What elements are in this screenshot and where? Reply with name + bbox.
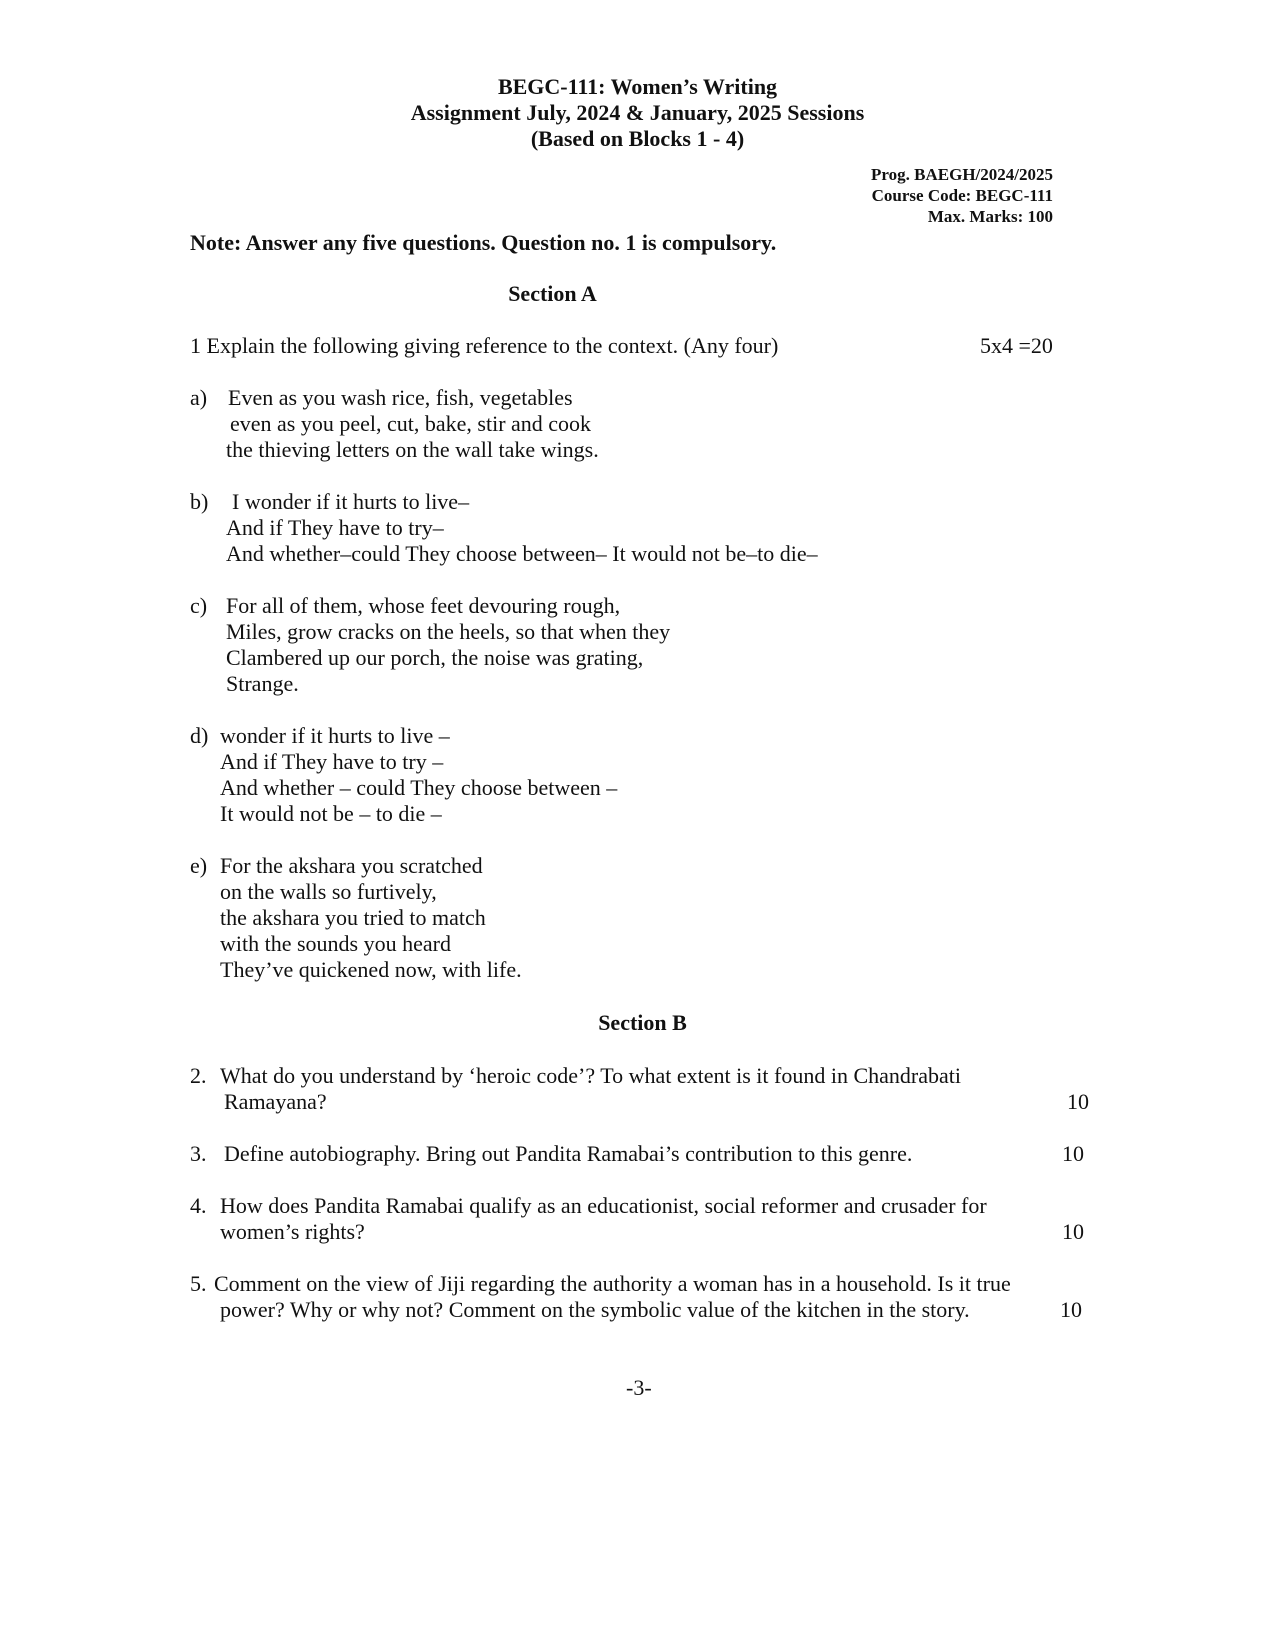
- poem-line: Even as you wash rice, fish, vegetables: [228, 385, 573, 410]
- programme-code: Prog. BAEGH/2024/2025: [871, 165, 1053, 184]
- poem-line: the thieving letters on the wall take wings.: [226, 437, 599, 462]
- question-5-text-cont: power? Why or why not? Comment on the symbolic value of the kitchen in the story.: [220, 1297, 970, 1322]
- question-1-text: 1 Explain the following giving reference to the context. (Any four): [190, 333, 779, 358]
- question-5-text: Comment on the view of Jiji regarding the authority a woman has in a household. Is it true: [214, 1271, 1011, 1296]
- poem-line: And whether–could They choose between– It would not be–to die–: [226, 541, 818, 566]
- section-a-title: Section A: [508, 281, 597, 306]
- question-4-text: How does Pandita Ramabai qualify as an educationist, social reformer and crusader for: [220, 1193, 987, 1218]
- page-number: -3-: [626, 1375, 652, 1400]
- poem-line: They’ve quickened now, with life.: [220, 957, 522, 982]
- question-5-number: 5.: [190, 1271, 207, 1296]
- question-1-marks: 5x4 =20: [980, 333, 1053, 358]
- poem-line: with the sounds you heard: [220, 931, 451, 956]
- instructions-note: Note: Answer any five questions. Question no. 1 is compulsory.: [190, 230, 777, 255]
- poem-line: even as you peel, cut, bake, stir and cook: [230, 411, 592, 436]
- question-3-text: Define autobiography. Bring out Pandita Ramabai’s contribution to this genre.: [224, 1141, 913, 1166]
- poem-line: Miles, grow cracks on the heels, so that when they: [226, 619, 671, 644]
- question-4-number: 4.: [190, 1193, 207, 1218]
- subquestion-label: d): [190, 723, 209, 748]
- poem-line: the akshara you tried to match: [220, 905, 486, 930]
- question-2-number: 2.: [190, 1063, 207, 1088]
- subquestion-label: e): [190, 853, 208, 878]
- poem-line: Strange.: [226, 671, 299, 696]
- poem-line: And whether – could They choose between –: [220, 775, 618, 800]
- question-3-number: 3.: [190, 1141, 207, 1166]
- poem-line: wonder if it hurts to live –: [220, 723, 450, 748]
- poem-line: For the akshara you scratched: [220, 853, 483, 878]
- subquestion-label: c): [190, 593, 208, 618]
- poem-line: on the walls so furtively,: [220, 879, 437, 904]
- poem-line: It would not be – to die –: [220, 801, 442, 826]
- subquestion-label: a): [190, 385, 208, 410]
- question-2-text: What do you understand by ‘heroic code’? To what extent is it found in Chandrabati: [220, 1063, 961, 1088]
- poem-line: And if They have to try –: [220, 749, 444, 774]
- max-marks: Max. Marks: 100: [927, 207, 1053, 226]
- assignment-title: BEGC-111: Women’s Writing: [497, 74, 778, 99]
- question-4-text-cont: women’s rights?: [220, 1219, 365, 1244]
- poem-line: For all of them, whose feet devouring rough,: [226, 593, 621, 618]
- poem-line: And if They have to try–: [226, 515, 444, 540]
- poem-line: I wonder if it hurts to live–: [232, 489, 470, 514]
- question-2-marks: 10: [1067, 1089, 1089, 1114]
- course-code: Course Code: BEGC-111: [871, 186, 1053, 205]
- question-2-text-cont: Ramayana?: [224, 1089, 327, 1114]
- question-3-marks: 10: [1062, 1141, 1084, 1166]
- subquestion-label: b): [190, 489, 209, 514]
- assignment-blocks: (Based on Blocks 1 - 4): [530, 126, 745, 151]
- section-b-title: Section B: [598, 1010, 687, 1035]
- question-4-marks: 10: [1062, 1219, 1084, 1244]
- poem-line: Clambered up our porch, the noise was grating,: [226, 645, 644, 670]
- assignment-sessions: Assignment July, 2024 & January, 2025 Sessions: [410, 100, 865, 125]
- question-5-marks: 10: [1060, 1297, 1082, 1322]
